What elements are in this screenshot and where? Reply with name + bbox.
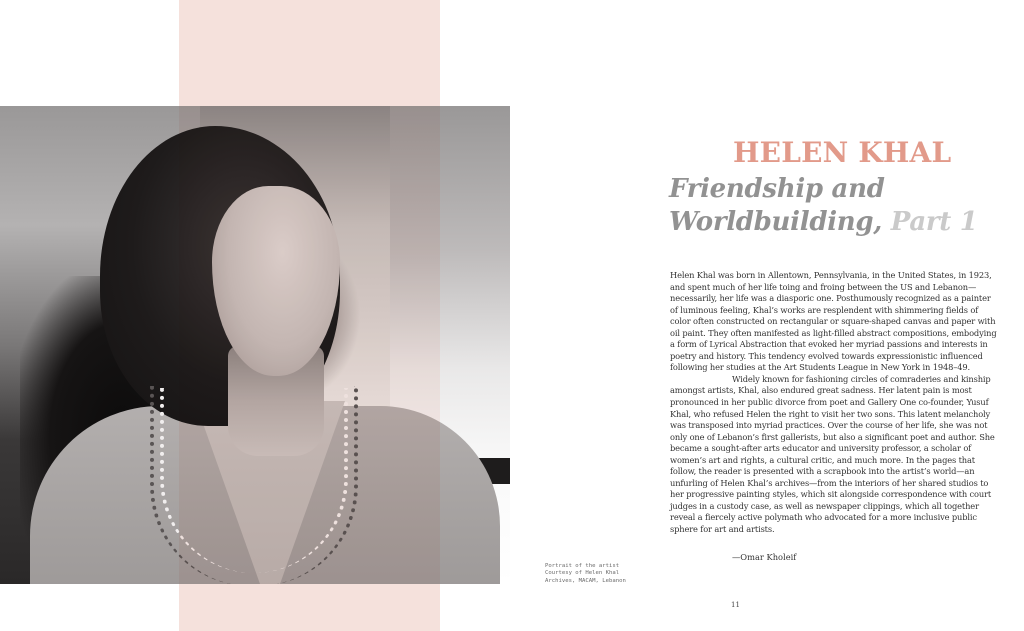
essay-paragraph-2: Widely known for fashioning circles of comraderies and kinship amongst artists, Khal, also endured great sadness. Her latent pain is most pronounced in her public divorce from poet and Gallery One co-founder, Yusuf Khal, who refused Helen the right to visit her two sons. This latent melancholy was transposed into myriad practices. Over the course of her life, she was not only one of Lebanon’s first gallerists, but also a significant poet and author. She became a sought-after arts educator and university professor, a scholar of women’s art and rights, a cultural critic, and much more. In the pages that follow, the reader is presented with a scrapbook into the artist’s world—an unfurling of Helen Khal’s archives—from the interiors of her shared studios to her progressive painting styles, which sit alongside correspondence with court judges in a custody case, as well as newspaper clippings, which all together reveal a fiercely active polymath who advocated for a more inclusive public sphere for art and artists. [670,373,995,535]
artist-portrait-photo [0,106,510,584]
page-number: 11 [731,601,740,609]
author-signature: —Omar Kholeif [732,552,797,562]
title-subtitle-line-1: Friendship and [669,174,885,204]
photo-caption [545,563,655,585]
title-artist-name: HELEN KHAL [733,136,952,169]
caption-line: Archives, MACAM, Lebanon [545,577,626,584]
photo-pink-overlay [179,106,440,584]
essay-paragraph-1: Helen Khal was born in Allentown, Pennsylvania, in the United States, in 1923, and spent much of her life toing and froing between the US and Lebanon—necessarily, her life was a diasporic one. Posthumously recognized as a painter of luminous feeling, Khal’s works are resplendent with shimmering fields of color often constructed on rectangular or square-shaped canvas and paper with oil paint. They often manifested as light-filled abstract compositions, embodying a form of Lyrical Abstraction that evoked her myriad passions and interests in poetry and history. This tendency evolved towards expressionistic influenced following her studies at the Art Students League in New York in 1948–49. [670,270,997,373]
essay-body [670,270,998,536]
title-subtitle-main: Worldbuilding, [669,207,883,237]
caption-line: Portrait of the artist [545,563,620,569]
title-part-label: Part 1 [890,207,978,237]
chapter-title [669,133,1009,239]
title-subtitle-line-2 [669,206,1009,239]
caption-line: Courtesy of Helen Khal [545,570,620,577]
